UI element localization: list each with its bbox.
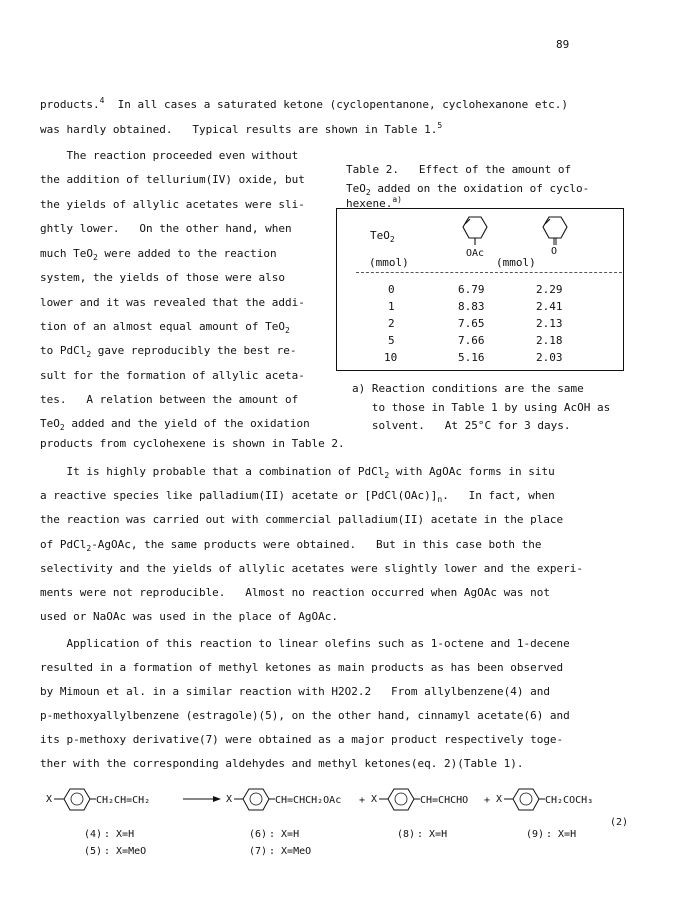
table2-row-teo2: 0: [388, 283, 395, 296]
table2-caption-line2: TeO$_2$ added on the oxidation of cyclo-: [346, 182, 590, 197]
para3-line1: It is highly probable that a combination of PdCl$_2$ with AgOAc forms in situ: [40, 465, 555, 480]
para4-line3: by Mimoun et al. in a similar reaction with H2O2.2 From allylbenzene(4) and: [40, 685, 550, 698]
scheme-product3: CH₂COCH₃: [545, 795, 594, 806]
table2-row-teo2: 10: [384, 351, 398, 364]
para3-line3: the reaction was carried out with commercial palladium(II) acetate in the place: [40, 513, 564, 526]
reaction-scheme-eq2: [40, 785, 640, 895]
paragraph1-line2: was hardly obtained. Typical results are shown in Table 1.$^5$: [40, 121, 443, 136]
para4-line5: its p-methoxy derivative(7) were obtained as a major product respectively toge-: [40, 733, 564, 746]
table2-footnote-line1: a) Reaction conditions are the same: [352, 382, 584, 395]
label-8-text: : X=H: [417, 829, 448, 840]
scheme-x-reactant: X: [46, 794, 53, 805]
table2-row-acetate: 8.83: [458, 300, 485, 313]
scheme-product2: CH=CHCHO: [420, 795, 469, 806]
table2-col2-label: OAc: [466, 248, 485, 259]
scheme-product1: CH=CHCH₂OAc: [275, 795, 342, 806]
scheme-reactant-substituent: CH₂CH=CH₂: [96, 795, 151, 806]
para3-line7: used or NaOAc was used in the place of AgOAc.: [40, 610, 339, 623]
table2-row-acetate: 7.66: [458, 334, 485, 347]
para4-line4: p-methoxyallylbenzene (estragole)(5), on the other hand, cinnamyl acetate(6) and: [40, 709, 570, 722]
scheme-x-product1: X: [226, 794, 233, 805]
paragraph1-line1: products.$^4$ In all cases a saturated ketone (cyclopentanone, cyclohexanone etc.): [40, 96, 569, 111]
para2-line10: sult for the formation of allylic aceta-: [40, 369, 305, 382]
scheme-x-product2: X: [371, 794, 378, 805]
para2-line8: tion of an almost equal amount of TeO$_2$: [40, 320, 290, 335]
label-5-text: : X=MeO: [104, 846, 147, 857]
scheme-x-product3: X: [496, 794, 503, 805]
table2-row-teo2: 2: [388, 317, 395, 330]
table2-col3-unit: (mmol): [496, 256, 536, 269]
scheme-plus1: +: [359, 795, 366, 806]
table2-row-teo2: 5: [388, 334, 395, 347]
table2-row-acetate: 5.16: [458, 351, 485, 364]
para2-line5: much TeO$_2$ were added to the reaction: [40, 247, 277, 262]
table2-caption-line3: hexene.$^{a)}$: [346, 195, 402, 210]
para2-line7: lower and it was revealed that the addi-: [40, 296, 305, 309]
label-5-num: (5): [84, 846, 103, 857]
label-4-num: (4): [84, 829, 103, 840]
table2-footnote-line3: solvent. At 25°C for 3 days.: [352, 419, 571, 432]
table2-row-ketone: 2.29: [536, 283, 563, 296]
para2-line11: tes. A relation between the amount of: [40, 393, 299, 406]
para2-line12: TeO$_2$ added and the yield of the oxidation: [40, 417, 310, 432]
table2-row-ketone: 2.03: [536, 351, 563, 364]
table2-header-rule: [356, 272, 622, 273]
para2-line9: to PdCl$_2$ gave reproducibly the best re-: [40, 344, 297, 359]
label-6-text: : X=H: [269, 829, 300, 840]
table2-col1-header: TeO$_2$: [370, 229, 395, 244]
label-4-text: : X=H: [104, 829, 135, 840]
para2-line1: The reaction proceeded even without: [40, 149, 299, 162]
para3-line6: ments were not reproducible. Almost no reaction occurred when AgOAc was not: [40, 586, 550, 599]
para4-line2: resulted in a formation of methyl ketones as main products as has been observed: [40, 661, 564, 674]
para2-line6: system, the yields of those were also: [40, 271, 286, 284]
table2-col3-label: O: [551, 246, 558, 257]
table2-footnote-line2: to those in Table 1 by using AcOH as: [352, 401, 611, 414]
label-8-num: (8): [397, 829, 416, 840]
table2-row-ketone: 2.13: [536, 317, 563, 330]
table2-row-acetate: 6.79: [458, 283, 485, 296]
label-6-num: (6): [249, 829, 268, 840]
table2-col1-unit: (mmol): [369, 256, 409, 269]
para2-line4: ghtly lower. On the other hand, when: [40, 222, 292, 235]
equation-number: (2): [610, 817, 629, 828]
para3-line2: a reactive species like palladium(II) acetate or $[PdCl(OAc)]_n$. In fact, when: [40, 489, 555, 504]
label-7-num: (7): [249, 846, 268, 857]
para2-line3: the yields of allylic acetates were sli-: [40, 198, 305, 211]
para2-line2: the addition of tellurium(IV) oxide, but: [40, 173, 305, 186]
table2-row-acetate: 7.65: [458, 317, 485, 330]
para3-line4: of PdCl$_2$-AgOAc, the same products were obtained. But in this case both the: [40, 538, 542, 553]
table2-row-ketone: 2.18: [536, 334, 563, 347]
table2-caption-line1: Table 2. Effect of the amount of: [346, 163, 572, 176]
table2-row-teo2: 1: [388, 300, 395, 313]
page-number: 89: [556, 38, 570, 51]
label-9-num: (9): [526, 829, 545, 840]
para2-line13: products from cyclohexene is shown in Table 2.: [40, 437, 345, 450]
label-9-text: : X=H: [546, 829, 577, 840]
label-7-text: : X=MeO: [269, 846, 312, 857]
para4-line1: Application of this reaction to linear olefins such as 1-octene and 1-decene: [40, 637, 570, 650]
scheme-plus2: +: [484, 795, 491, 806]
reaction-arrow: [213, 796, 221, 802]
table2-row-ketone: 2.41: [536, 300, 563, 313]
para4-line6: ther with the corresponding aldehydes and methyl ketones(eq. 2)(Table 1).: [40, 757, 524, 770]
para3-line5: selectivity and the yields of allylic acetates were slightly lower and the experi-: [40, 562, 584, 575]
